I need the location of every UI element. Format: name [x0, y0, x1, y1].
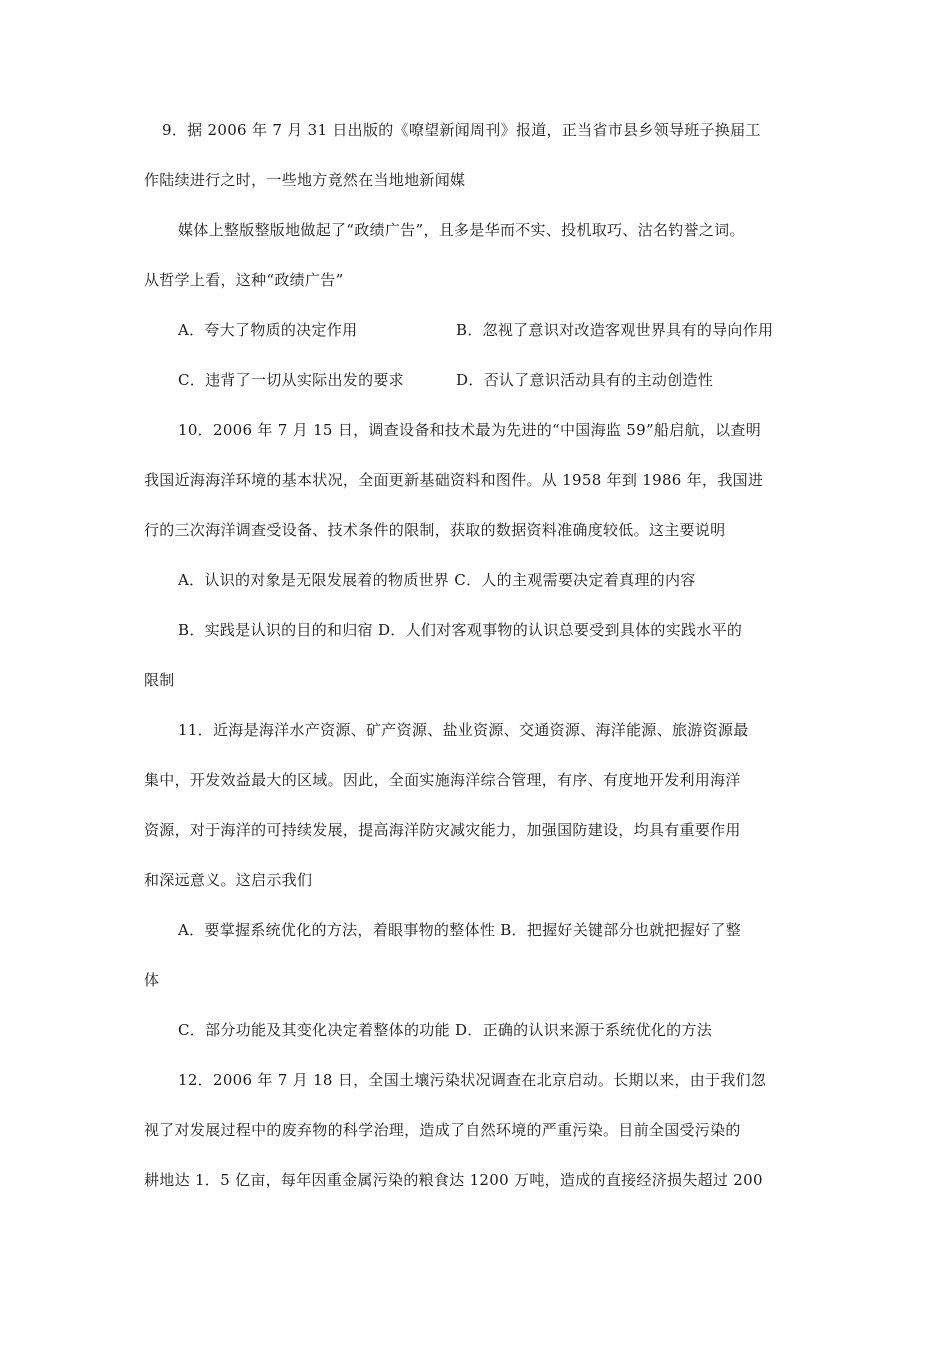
q12-line-2: 视了对发展过程中的废弃物的科学治理，造成了自然环境的严重污染。目前全国受污染的 — [144, 1121, 741, 1139]
q11-line-2: 集中，开发效益最大的区域。因此，全面实施海洋综合管理，有序、有度地开发利用海洋 — [144, 771, 741, 789]
q9-line-1: 9．据 2006 年 7 月 31 日出版的《嘹望新闻周刊》报道，正当省市县乡领导班子换届工 — [162, 121, 761, 139]
q11-options-c-d: C．部分功能及其变化决定着整体的功能 D．正确的认识来源于系统优化的方法 — [178, 1021, 713, 1039]
q11-options-a-b: A．要掌握系统优化的方法，着眼事物的整体性 B．把握好关键部分也就把握好了整 — [178, 921, 742, 939]
q9-option-a: A．夸大了物质的决定作用 — [178, 321, 358, 339]
q12-line-1: 12．2006 年 7 月 18 日，全国土壤污染状况调查在北京启动。长期以来，由于我们忽 — [178, 1071, 767, 1089]
q10-options-a-c: A．认识的对象是无限发展着的物质世界 C．人的主观需要决定着真理的内容 — [178, 571, 696, 589]
q10-line-2: 我国近海海洋环境的基本状况，全面更新基础资料和图件。从 1958 年到 1986 年，我国进 — [144, 471, 764, 489]
q11-options-a-b-continued: 体 — [144, 971, 160, 989]
q9-option-b: B．忽视了意识对改造客观世界具有的导向作用 — [456, 321, 774, 339]
q9-option-d: D．否认了意识活动具有的主动创造性 — [456, 371, 714, 389]
q9-option-c: C．违背了一切从实际出发的要求 — [178, 371, 404, 389]
q11-line-4: 和深远意义。这启示我们 — [144, 871, 313, 889]
q10-options-b-d-continued: 限制 — [144, 671, 175, 689]
q10-options-b-d: B．实践是认识的目的和归宿 D．人们对客观事物的认识总要受到具体的实践水平的 — [178, 621, 743, 639]
q9-line-3: 媒体上整版整版地做起了“政绩广告”，且多是华而不实、投机取巧、沽名钓誉之词。 — [178, 221, 745, 239]
q11-line-1: 11．近海是海洋水产资源、矿产资源、盐业资源、交通资源、海洋能源、旅游资源最 — [178, 721, 749, 739]
q12-line-3: 耕地达 1．5 亿亩，每年因重金属污染的粮食达 1200 万吨，造成的直接经济损失超过 200 — [144, 1171, 763, 1189]
q10-line-3: 行的三次海洋调查受设备、技术条件的限制，获取的数据资料准确度较低。这主要说明 — [144, 521, 726, 539]
q9-line-4: 从哲学上看，这种“政绩广告” — [144, 271, 344, 289]
q11-line-3: 资源，对于海洋的可持续发展，提高海洋防灾减灾能力，加强国防建设，均具有重要作用 — [144, 821, 741, 839]
q10-line-1: 10．2006 年 7 月 15 日，调查设备和技术最为先进的“中国海监 59”船启航，以查明 — [178, 421, 762, 439]
q9-line-2: 作陆续进行之时，一些地方竟然在当地地新闻媒 — [144, 171, 466, 189]
